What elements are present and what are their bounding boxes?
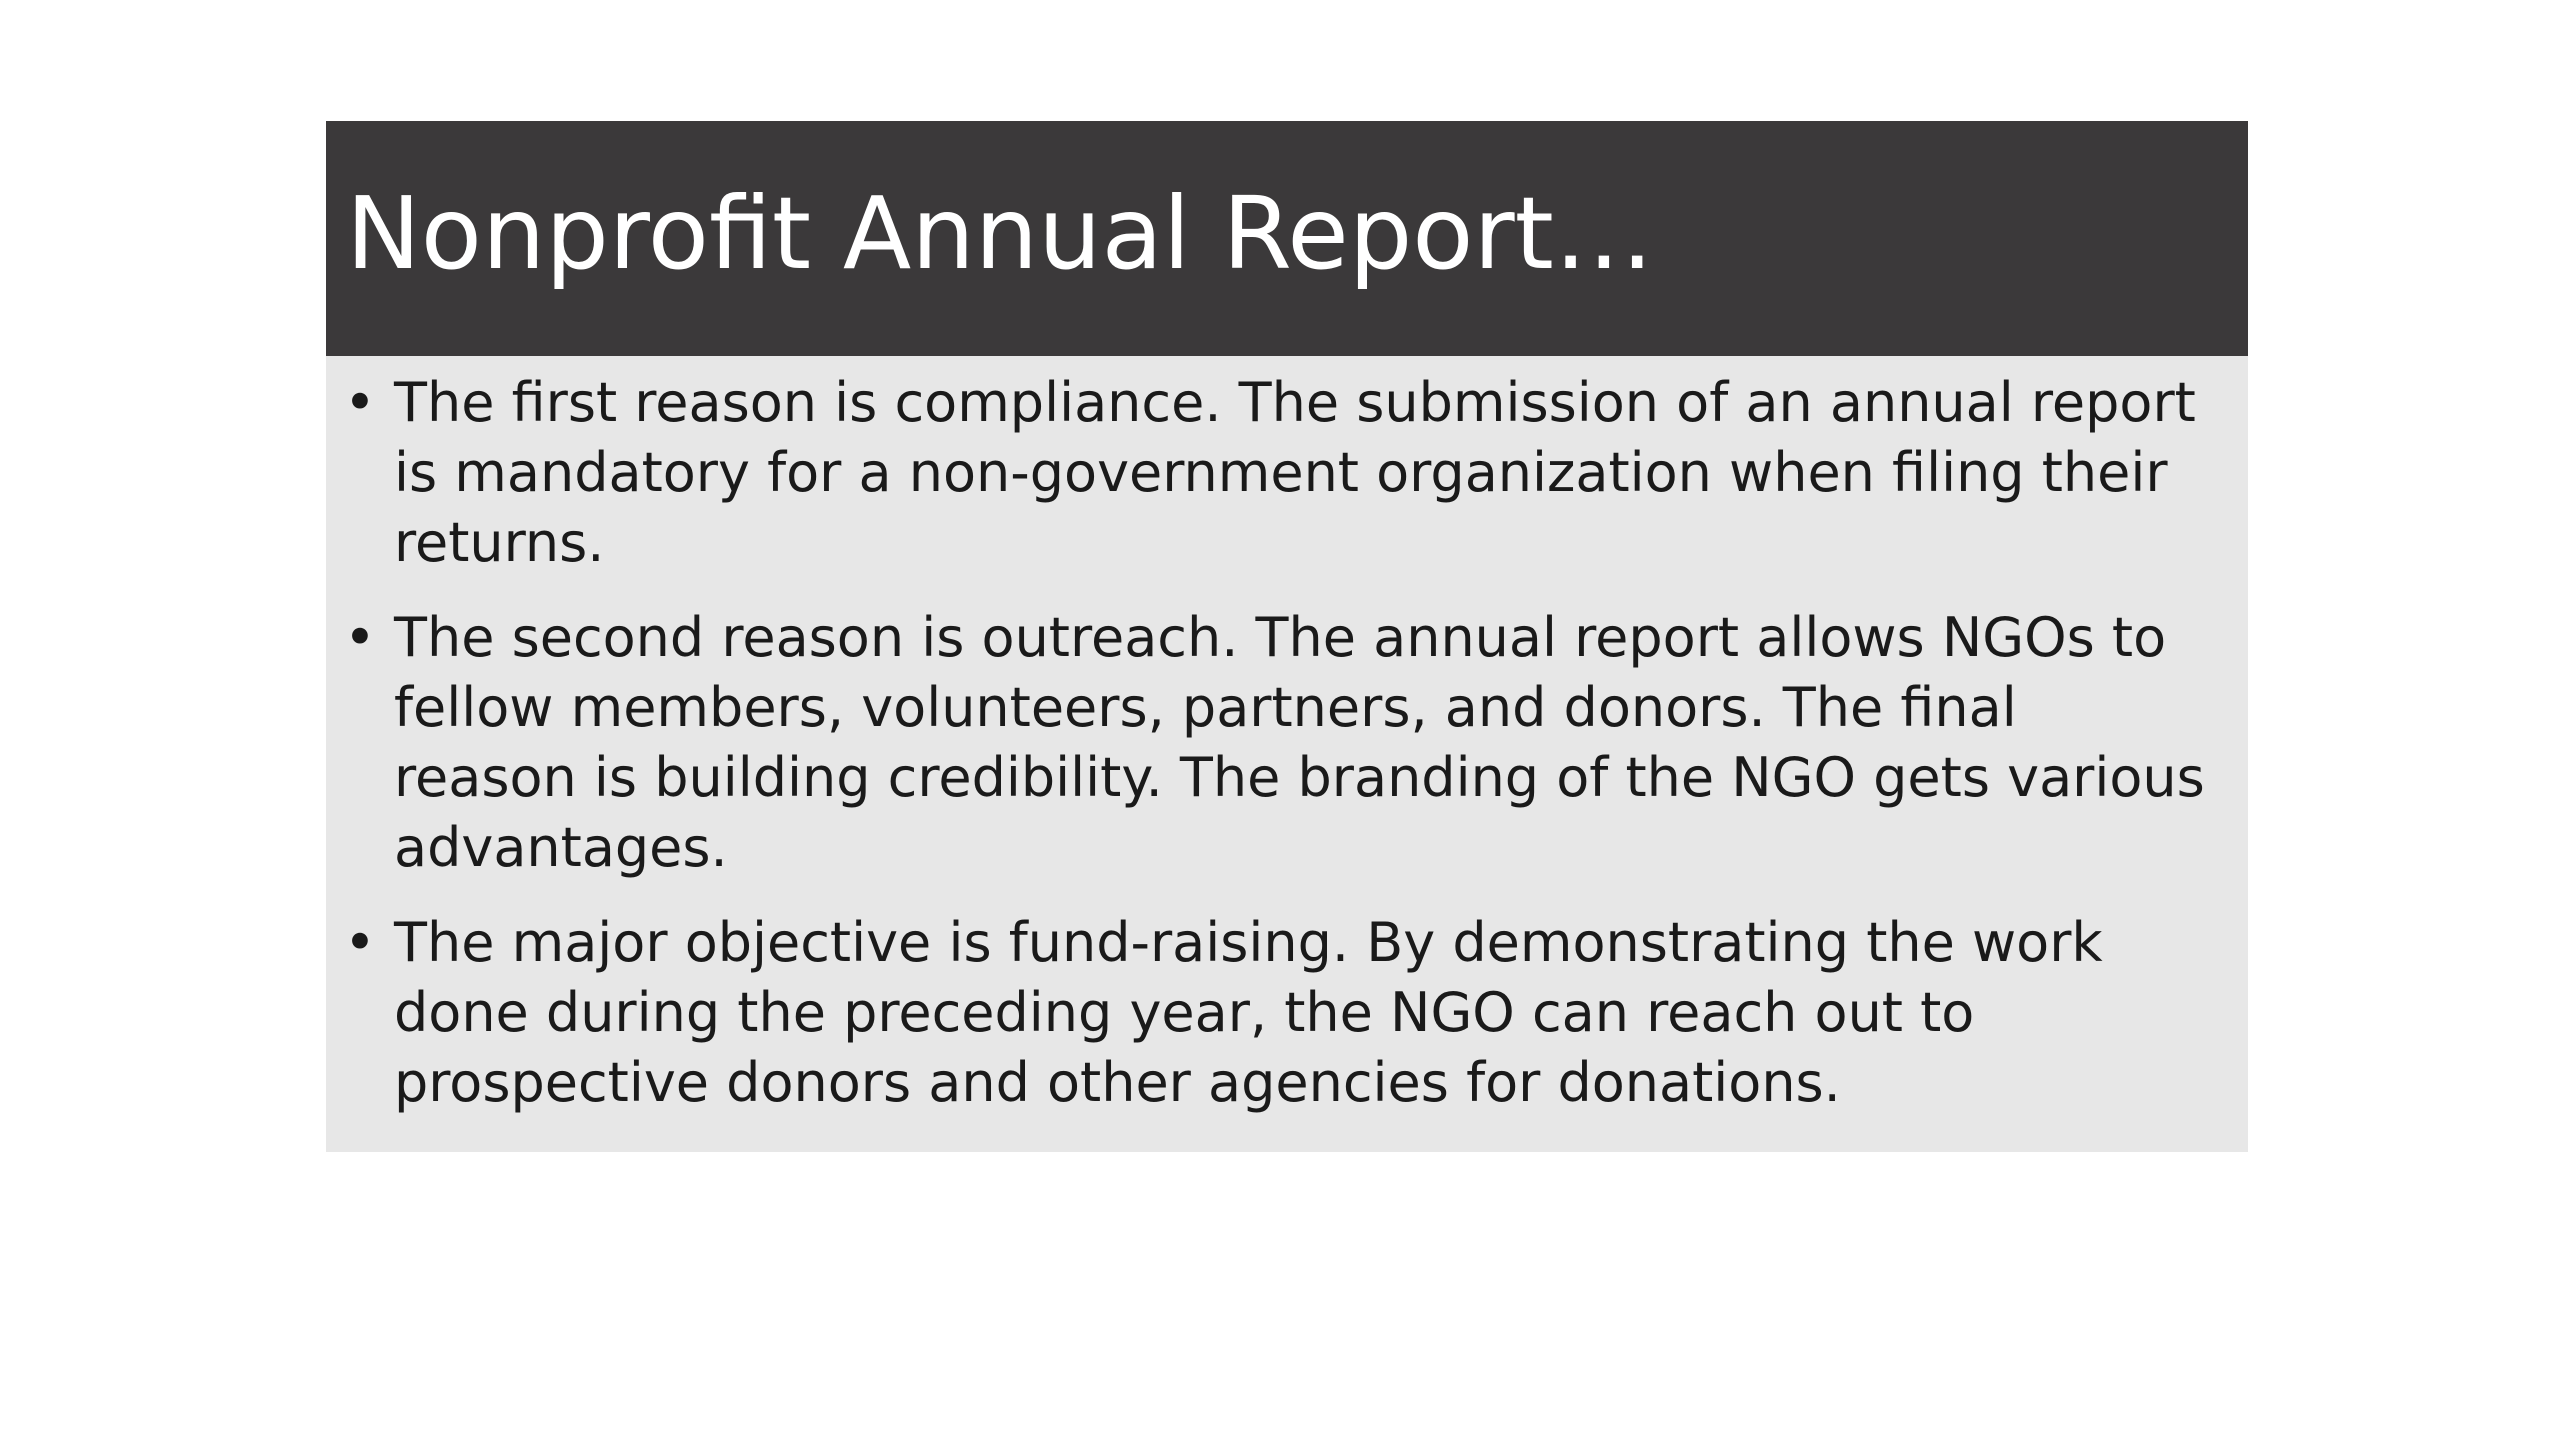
bullet-icon: • xyxy=(344,911,376,974)
bullet-text: The major objective is fund-raising. By demonstrating the work done during the preceding year, the NGO can reach out to prospective donors and other agencies for donations. xyxy=(394,911,2103,1114)
title-bar xyxy=(326,121,2248,356)
bullet-list xyxy=(326,356,2248,1143)
bullet-item-fundraising xyxy=(326,908,2248,1118)
bullet-icon: • xyxy=(344,371,376,434)
bullet-text: The second reason is outreach. The annual report allows NGOs to fellow members, volunteers, partners, and donors. The final reason is building credibility. The branding of the NGO gets various advantages. xyxy=(394,606,2205,879)
slide-title: Nonprofit Annual Report… xyxy=(346,175,1654,292)
bullet-text: The first reason is compliance. The submission of an annual report is mandatory for a non-government organization when filing their returns. xyxy=(394,371,2196,574)
slide xyxy=(326,121,2248,1152)
bullet-item-outreach xyxy=(326,603,2248,883)
bullet-item-compliance xyxy=(326,368,2248,578)
bullet-icon: • xyxy=(344,606,376,669)
